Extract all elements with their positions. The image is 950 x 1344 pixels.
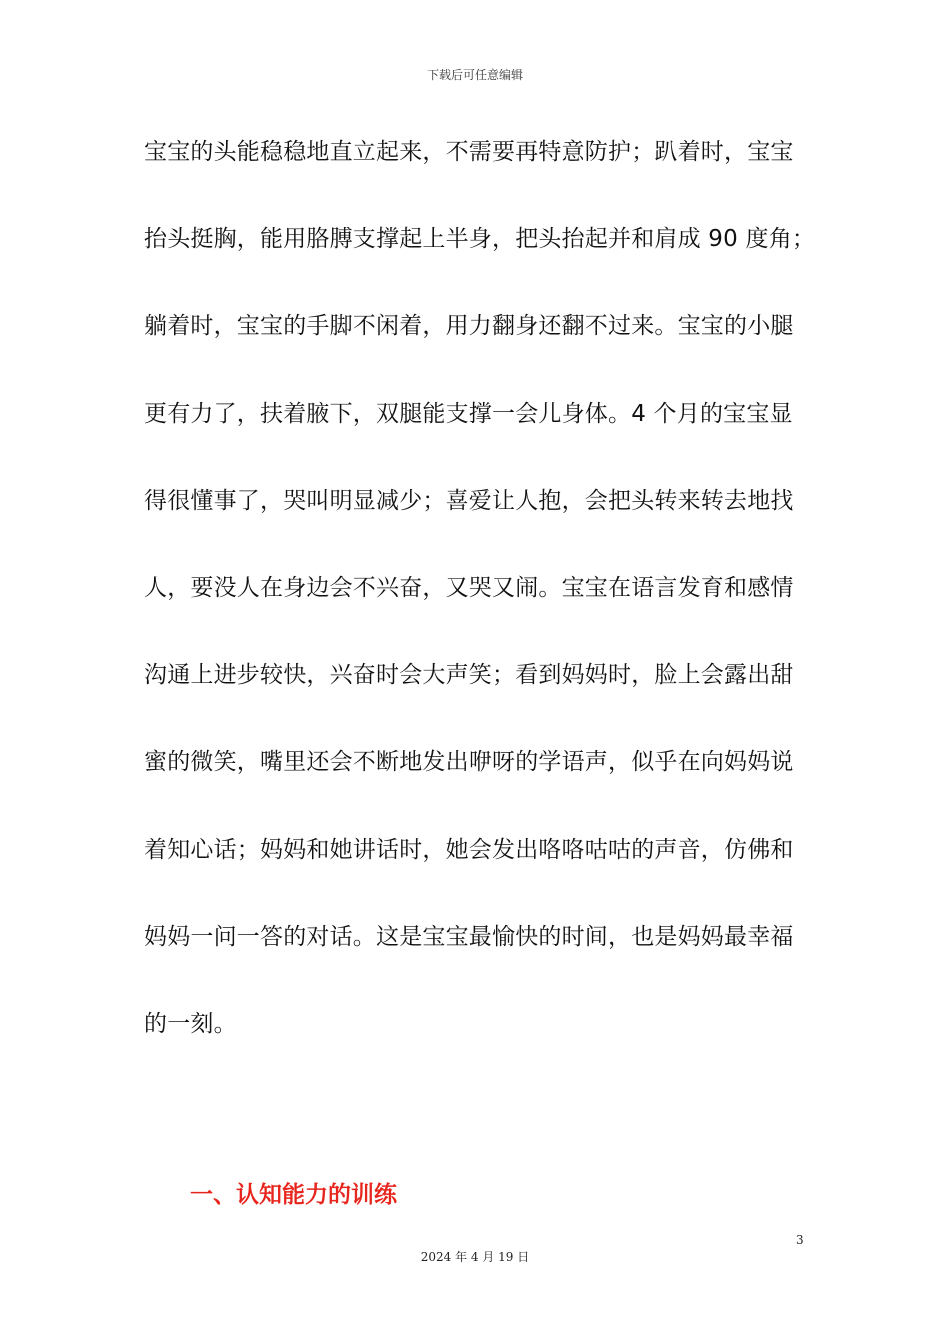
paragraph-line: 更有力了，扶着腋下，双腿能支撑一会儿身体。4 个月的宝宝显 (144, 400, 793, 427)
paragraph-line: 的一刻。 (144, 1010, 237, 1037)
page-number: 3 (796, 1233, 804, 1247)
paragraph-line: 抬头挺胸，能用胳膊支撑起上半身，把头抬起并和肩成 90 度角； (144, 226, 816, 253)
paragraph-line: 妈妈一问一答的对话。这是宝宝最愉快的时间，也是妈妈最幸福 (144, 923, 794, 950)
paragraph-line: 得很懂事了，哭叫明显减少；喜爱让人抱，会把头转来转去地找 (144, 487, 794, 514)
section-heading: 一、认知能力的训练 (190, 1182, 397, 1208)
paragraph-line: 人，要没人在身边会不兴奋，又哭又闹。宝宝在语言发育和感情 (144, 574, 794, 601)
body-paragraph (144, 128, 816, 1087)
paragraph-line: 躺着时，宝宝的手脚不闲着，用力翻身还翻不过来。宝宝的小腿 (144, 313, 794, 340)
paragraph-line: 宝宝的头能稳稳地直立起来，不需要再特意防护；趴着时，宝宝 (144, 139, 794, 165)
paragraph-line: 着知心话；妈妈和她讲话时，她会发出咯咯咕咕的声音，仿佛和 (144, 836, 794, 863)
page-header: 下载后可任意编辑 (426, 68, 523, 82)
footer-date: 2024 年 4 月 19 日 (420, 1250, 530, 1264)
paragraph-line: 沟通上进步较快，兴奋时会大声笑；看到妈妈时，脸上会露出甜 (144, 662, 794, 689)
paragraph-line: 蜜的微笑，嘴里还会不断地发出咿呀的学语声，似乎在向妈妈说 (144, 749, 794, 776)
